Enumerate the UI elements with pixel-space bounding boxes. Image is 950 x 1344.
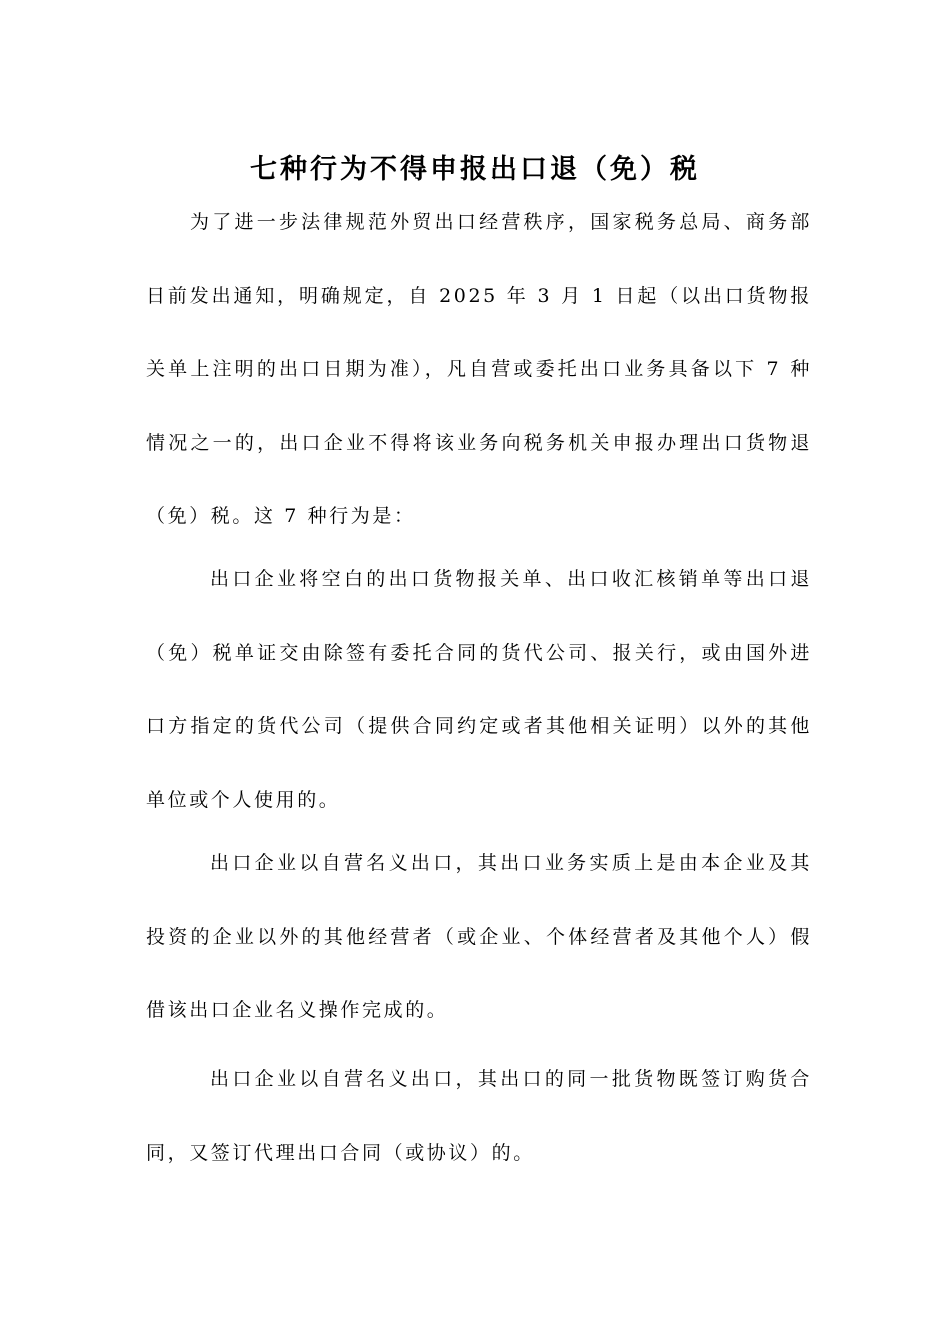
paragraph-item-2: 出口企业以自营名义出口，其出口业务实质上是由本企业及其投资的企业以外的其他经营者（或企业、个体经营者及其他个人）假借该出口企业名义操作完成的。 [146,852,812,1021]
paragraph-intro: 为了进一步法律规范外贸出口经营秩序，国家税务总局、商务部日前发出通知，明确规定，自 2025 年 3 月 1 日起（以出口货物报关单上注明的出口日期为准），凡自营或委托出口业务具备以下 7 种情况之一的，出口企业不得将该业务向税务机关申报办理出口货物退（免）税。这 7 种行为是： [146,211,812,527]
document-title: 七种行为不得申报出口退（免）税 [250,154,700,186]
paragraph-item-1: 出口企业将空白的出口货物报关单、出口收汇核销单等出口退（免）税单证交由除签有委托合同的货代公司、报关行，或由国外进口方指定的货代公司（提供合同约定或者其他相关证明）以外的其他单位或个人使用的。 [146,568,812,811]
paragraph-item-3: 出口企业以自营名义出口，其出口的同一批货物既签订购货合同，又签订代理出口合同（或协议）的。 [146,1068,812,1164]
